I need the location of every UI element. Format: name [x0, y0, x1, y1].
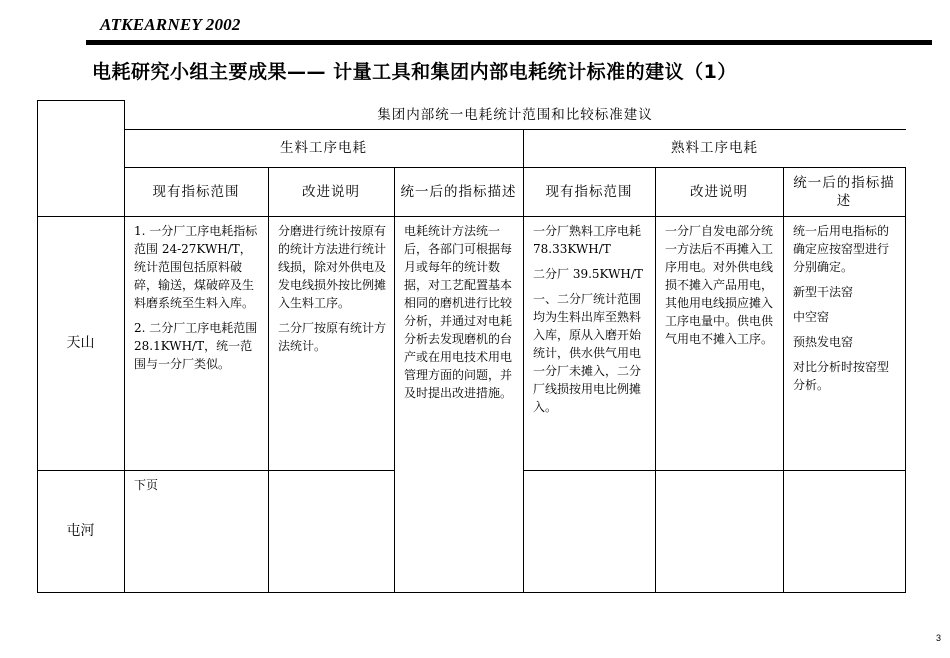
- table-cell: [783, 216, 905, 470]
- table-line: [37, 592, 906, 593]
- brand-logo: ATKEARNEY 2002: [100, 15, 241, 34]
- col-header-current-range: 现有指标范围: [545, 183, 633, 200]
- table-cell: [124, 470, 268, 592]
- section-clinker: 熟料工序电耗: [671, 140, 758, 156]
- row-label-tunhe: 屯河: [66, 523, 95, 539]
- col-header-current-range: 现有指标范围: [152, 183, 240, 200]
- cell-paragraph: 对比分析时按窑型分析。: [793, 360, 890, 392]
- cell-paragraph: 分磨进行统计按原有的统计方法进行统计线损，除对外供电及发电线损外按比例摊入生料工序。: [278, 224, 387, 310]
- col-header-improvement: 改进说明: [690, 183, 748, 200]
- col-header-unified-desc: 统一后的指标描述: [400, 183, 517, 200]
- page-number: 3: [936, 633, 942, 643]
- cell-paragraph: 新型干法窑: [793, 285, 854, 299]
- col-header-unified-desc: 统一后的指标描述: [793, 174, 895, 209]
- group-header: 集团内部统一电耗统计范围和比较标准建议: [377, 106, 653, 123]
- cell-paragraph: 一分厂熟料工序电耗 78.33KWH/T: [533, 224, 642, 256]
- col-header-improvement: 改进说明: [302, 183, 360, 200]
- table-cell: [655, 216, 783, 470]
- cell-paragraph: 二分厂 39.5KWH/T: [533, 267, 643, 281]
- table-cell: [124, 216, 268, 470]
- section-raw-meal: 生料工序电耗: [280, 140, 367, 156]
- table-cell: [523, 216, 655, 470]
- table-cell: [268, 216, 394, 470]
- cell-paragraph: 二分厂按原有统计方法统计。: [278, 321, 387, 353]
- table-cell: [394, 216, 523, 470]
- row-label-tianshan: 天山: [66, 335, 95, 351]
- cell-paragraph: 电耗统计方法统一后，各部门可根据每月或每年的统计数据，对工艺配置基本相同的磨机进行比较分析，并通过对电耗分析去发现磨机的台产或在用电技术用电管理方面的问题，并及时提出改进措施。: [404, 224, 513, 400]
- cell-paragraph: 1. 一分厂工序电耗指标范围 24-27KWH/T，统计范围包括原料破碎，输送，煤破碎及生料磨系统至生料入库。: [134, 224, 258, 310]
- cell-paragraph: 一分厂自发电部分统一方法后不再摊入工序用电。对外供电线损不摊入产品用电，其他用电线损应摊入工序电量中。供电供气用电不摊入工序。: [665, 224, 774, 346]
- cell-paragraph: 2. 二分厂工序电耗范围 28.1KWH/T，统一范围与一分厂类似。: [134, 321, 258, 371]
- table-line: [905, 167, 906, 592]
- cell-paragraph: 一、二分厂统计范围均为生料出库至熟料入库，原从入磨开始统计，供水供气用电一分厂未摊入，二分厂线损按用电比例摊入。: [533, 292, 642, 414]
- cell-paragraph: 统一后用电指标的确定应按窑型进行分别确定。: [793, 224, 890, 274]
- page-title: 电耗研究小组主要成果—— 计量工具和集团内部电耗统计标准的建议（1）: [92, 61, 737, 83]
- table-line: [523, 470, 906, 471]
- table-line: [37, 100, 124, 101]
- cell-paragraph: 预热发电窑: [793, 335, 854, 349]
- next-page-note: 下页: [134, 478, 159, 492]
- cell-paragraph: 中空窑: [793, 310, 830, 324]
